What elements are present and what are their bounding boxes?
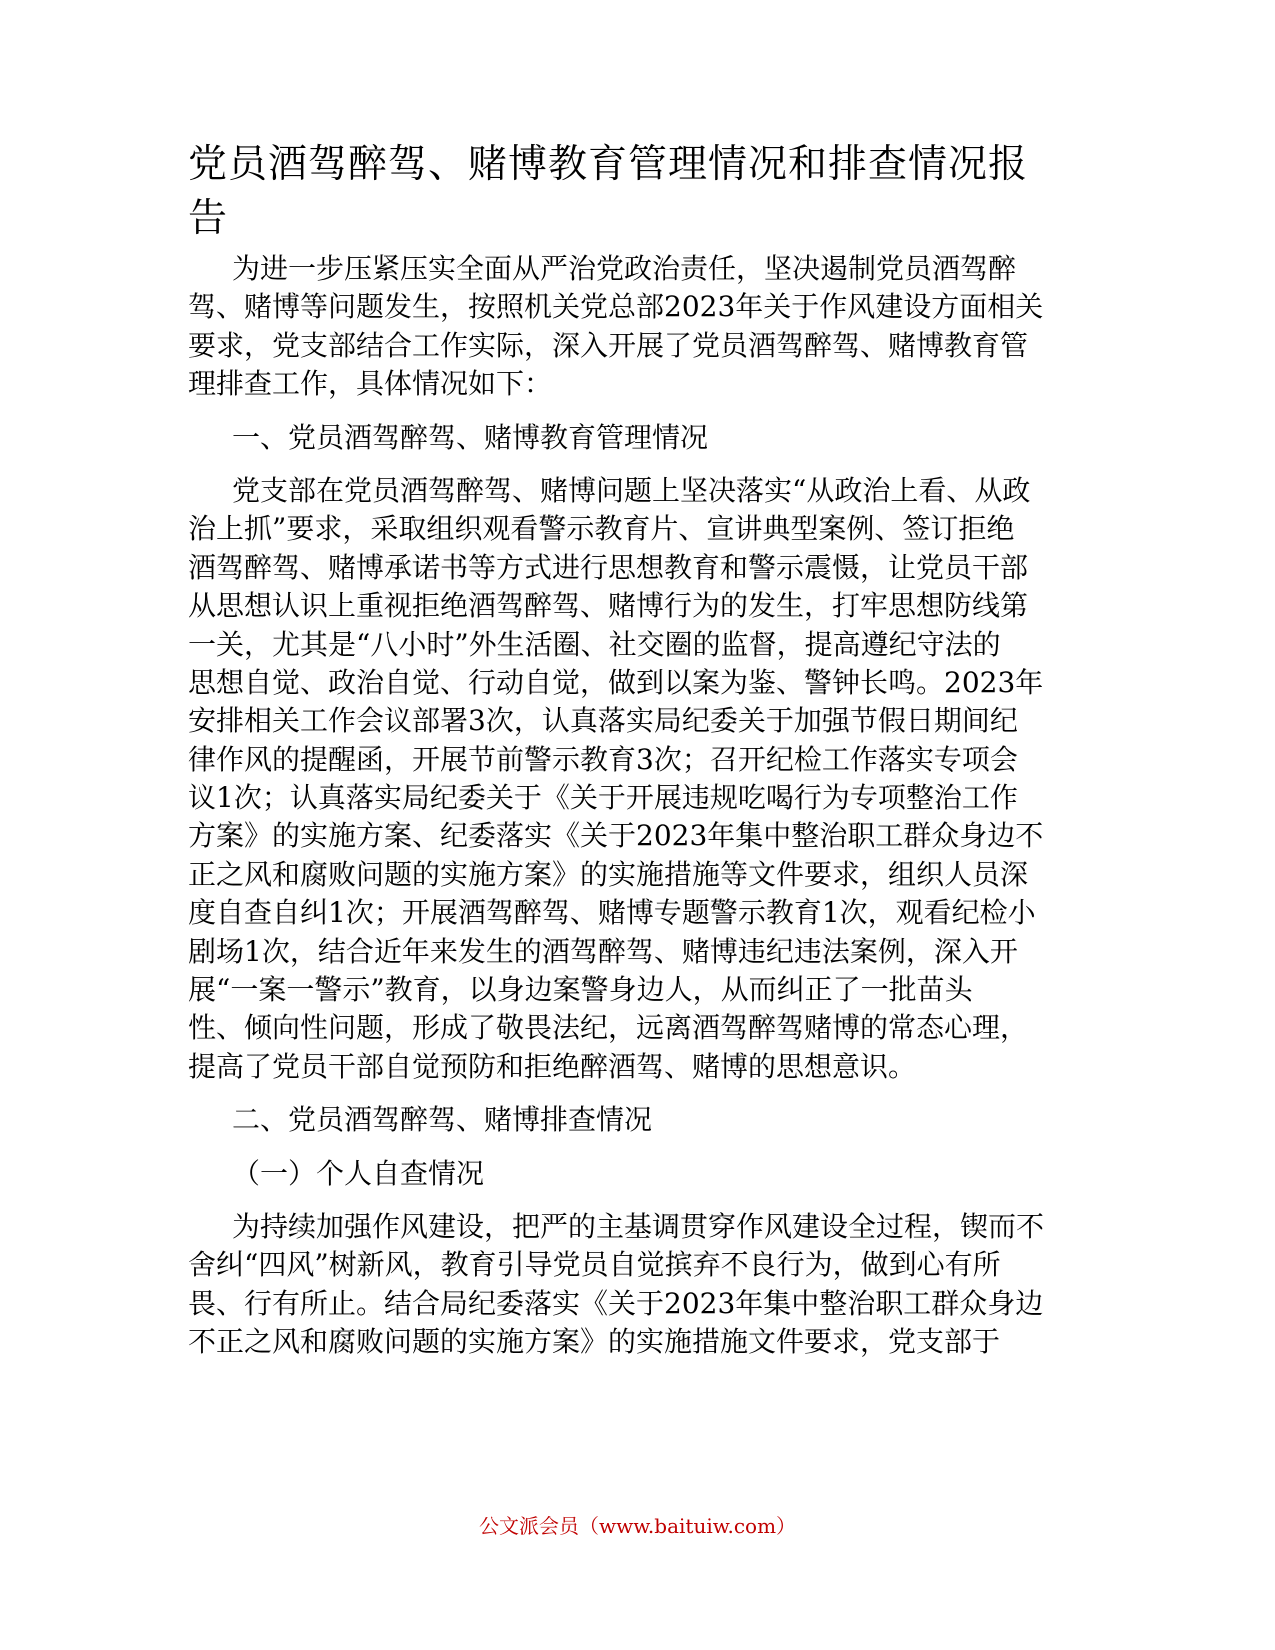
- paragraph-line: 不正之风和腐败问题的实施方案》的实施措施文件要求，党支部于: [188, 1325, 1001, 1359]
- paragraph-intro: [188, 250, 1088, 404]
- paragraph-line: 为持续加强作风建设，把严的主基调贯穿作风建设全过程，锲而不: [232, 1209, 1045, 1243]
- document-title: [188, 138, 1088, 246]
- paragraph-line: 一关，尤其是“八小时”外生活圈、社交圈的监督，提高遵纪守法的: [188, 627, 1001, 661]
- title-line: 党员酒驾醉驾、赌博教育管理情况和排查情况报: [188, 142, 1029, 187]
- paragraph-line: 律作风的提醒函，开展节前警示教育3次；召开纪检工作落实专项会: [188, 742, 1018, 776]
- title-line: 告: [188, 196, 229, 241]
- paragraph-line: 要求，党支部结合工作实际，深入开展了党员酒驾醉驾、赌博教育管: [188, 328, 1029, 362]
- page-footer-watermark: 公文派会员（www.baituiw.com）: [478, 1514, 797, 1538]
- paragraph-self-check: [188, 1208, 1088, 1362]
- paragraph-line: 安排相关工作会议部署3次，认真落实局纪委关于加强节假日期间纪: [188, 704, 1018, 738]
- paragraph-line: 性、倾向性问题，形成了敬畏法纪，远离酒驾醉驾赌博的常态心理，: [188, 1011, 1029, 1045]
- paragraph-line: 理排查工作，具体情况如下：: [188, 367, 553, 401]
- paragraph-line: 畏、行有所止。结合局纪委落实《关于2023年集中整治职工群众身边: [188, 1286, 1044, 1320]
- heading-line: 二、党员酒驾醉驾、赌博排查情况: [232, 1103, 653, 1137]
- paragraph-line: 为进一步压紧压实全面从严治党政治责任，坚决遏制党员酒驾醉: [232, 252, 1017, 285]
- subsection-heading-1: [188, 1155, 1088, 1193]
- paragraph-line: 提高了党员干部自觉预防和拒绝醉酒驾、赌博的思想意识。: [188, 1049, 917, 1083]
- paragraph-line: 方案》的实施方案、纪委落实《关于2023年集中整治职工群众身边不: [188, 819, 1044, 853]
- paragraph-line: 度自查自纠1次；开展酒驾醉驾、赌博专题警示教育1次，观看纪检小: [188, 896, 1036, 930]
- heading-line: （一）个人自查情况: [232, 1156, 485, 1190]
- section-heading-2: [188, 1101, 1088, 1139]
- paragraph-line: 治上抓”要求，采取组织观看警示教育片、宣讲典型案例、签订拒绝: [188, 512, 1015, 546]
- paragraph-education: [188, 472, 1088, 1086]
- paragraph-line: 正之风和腐败问题的实施方案》的实施措施等文件要求，组织人员深: [188, 857, 1029, 891]
- paragraph-line: 酒驾醉驾、赌博承诺书等方式进行思想教育和警示震慑，让党员干部: [188, 550, 1029, 584]
- paragraph-line: 党支部在党员酒驾醉驾、赌博问题上坚决落实“从政治上看、从政: [232, 473, 1031, 507]
- paragraph-line: 议1次；认真落实局纪委关于《关于开展违规吃喝行为专项整治工作: [188, 781, 1018, 815]
- paragraph-line: 思想自觉、政治自觉、行动自觉，做到以案为鉴、警钟长鸣。2023年: [188, 665, 1044, 699]
- paragraph-line: 从思想认识上重视拒绝酒驾醉驾、赌博行为的发生，打牢思想防线第: [188, 589, 1029, 623]
- heading-line: 一、党员酒驾醉驾、赌博教育管理情况: [232, 420, 709, 454]
- paragraph-line: 舍纠“四风”树新风，教育引导党员自觉摈弃不良行为，做到心有所: [188, 1248, 1001, 1282]
- paragraph-line: 剧场1次，结合近年来发生的酒驾醉驾、赌博违纪违法案例，深入开: [188, 934, 1018, 968]
- paragraph-line: 展“一案一警示”教育，以身边案警身边人，从而纠正了一批苗头: [188, 973, 973, 1007]
- paragraph-line: 驾、赌博等问题发生，按照机关党总部2023年关于作风建设方面相关: [188, 290, 1044, 324]
- document-body: [188, 138, 1088, 1362]
- section-heading-1: [188, 419, 1088, 457]
